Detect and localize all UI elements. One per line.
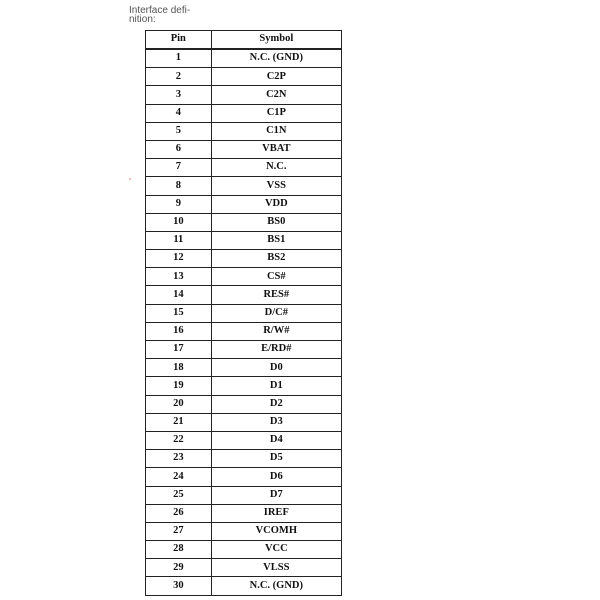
pin-symbol-cell: BS2 [211,250,341,268]
pin-number-cell: 19 [146,377,212,395]
pin-symbol-cell: D5 [211,450,341,468]
table-row [146,486,342,504]
table-row [146,304,342,322]
table-row [146,413,342,431]
pin-symbol-cell: C2N [211,86,341,104]
pin-number-cell: 4 [146,104,212,122]
pin-table-body [146,49,342,595]
pin-column-header: Pin [146,31,212,50]
table-row [146,68,342,86]
caption-line-2: nition: [129,14,156,25]
table-row [146,395,342,413]
pin-number-cell: 7 [146,159,212,177]
pin-number-cell: 15 [146,304,212,322]
pin-symbol-cell: R/W# [211,322,341,340]
pin-number-cell: 28 [146,541,212,559]
pin-number-cell: 8 [146,177,212,195]
table-row [146,250,342,268]
table-row [146,359,342,377]
pin-number-cell: 5 [146,122,212,140]
table-row [146,231,342,249]
table-row [146,559,342,577]
pin-number-cell: 27 [146,522,212,540]
table-row [146,49,342,68]
table-row [146,468,342,486]
table-row [146,522,342,540]
pin-symbol-cell: IREF [211,504,341,522]
pin-number-cell: 18 [146,359,212,377]
pin-number-cell: 20 [146,395,212,413]
pin-symbol-cell: D3 [211,413,341,431]
pin-number-cell: 14 [146,286,212,304]
pin-symbol-cell: VDD [211,195,341,213]
table-row [146,268,342,286]
table-row [146,322,342,340]
pin-symbol-cell: E/RD# [211,341,341,359]
pin-number-cell: 2 [146,68,212,86]
table-row [146,577,342,595]
pin-symbol-cell: RES# [211,286,341,304]
table-row [146,104,342,122]
table-row [146,86,342,104]
pin-symbol-cell: N.C. (GND) [211,577,341,595]
pin-number-cell: 10 [146,213,212,231]
pin-symbol-cell: D1 [211,377,341,395]
pin-symbol-cell: C1N [211,122,341,140]
table-row [146,541,342,559]
pin-number-cell: 13 [146,268,212,286]
pin-number-cell: 25 [146,486,212,504]
pin-number-cell: 24 [146,468,212,486]
pin-symbol-cell: VCOMH [211,522,341,540]
pin-definition-table [145,30,342,596]
pin-number-cell: 12 [146,250,212,268]
pin-number-cell: 23 [146,450,212,468]
pin-number-cell: 26 [146,504,212,522]
pin-symbol-cell: C2P [211,68,341,86]
pin-symbol-cell: D2 [211,395,341,413]
pin-number-cell: 21 [146,413,212,431]
table-row [146,195,342,213]
pin-symbol-cell: BS0 [211,213,341,231]
pin-symbol-cell: N.C. [211,159,341,177]
table-row [146,122,342,140]
table-row [146,431,342,449]
pin-number-cell: 9 [146,195,212,213]
pin-symbol-cell: CS# [211,268,341,286]
pin-symbol-cell: VBAT [211,140,341,158]
pin-symbol-cell: VLSS [211,559,341,577]
pin-symbol-cell: D7 [211,486,341,504]
table-row [146,159,342,177]
pin-symbol-cell: D4 [211,431,341,449]
table-row [146,504,342,522]
pin-number-cell: 30 [146,577,212,595]
pin-number-cell: 29 [146,559,212,577]
table-row [146,341,342,359]
pin-number-cell: 11 [146,231,212,249]
pin-symbol-cell: BS1 [211,231,341,249]
pin-symbol-cell: C1P [211,104,341,122]
pin-symbol-cell: VSS [211,177,341,195]
pin-number-cell: 17 [146,341,212,359]
caption-line-1: Interface defi- [129,5,191,16]
pin-symbol-cell: VCC [211,541,341,559]
table-header-row [146,31,342,50]
pin-symbol-cell: N.C. (GND) [211,49,341,68]
table-row [146,286,342,304]
symbol-column-header: Symbol [211,31,341,50]
table-row [146,450,342,468]
table-row [146,377,342,395]
table-row [146,177,342,195]
pin-symbol-cell: D/C# [211,304,341,322]
pin-number-cell: 6 [146,140,212,158]
pin-number-cell: 3 [146,86,212,104]
pin-number-cell: 22 [146,431,212,449]
table-row [146,140,342,158]
pin-symbol-cell: D6 [211,468,341,486]
interface-definition-caption [129,6,209,24]
pin-symbol-cell: D0 [211,359,341,377]
table-row [146,213,342,231]
stray-mark: ʼ [129,177,131,187]
pin-number-cell: 1 [146,49,212,68]
pin-number-cell: 16 [146,322,212,340]
